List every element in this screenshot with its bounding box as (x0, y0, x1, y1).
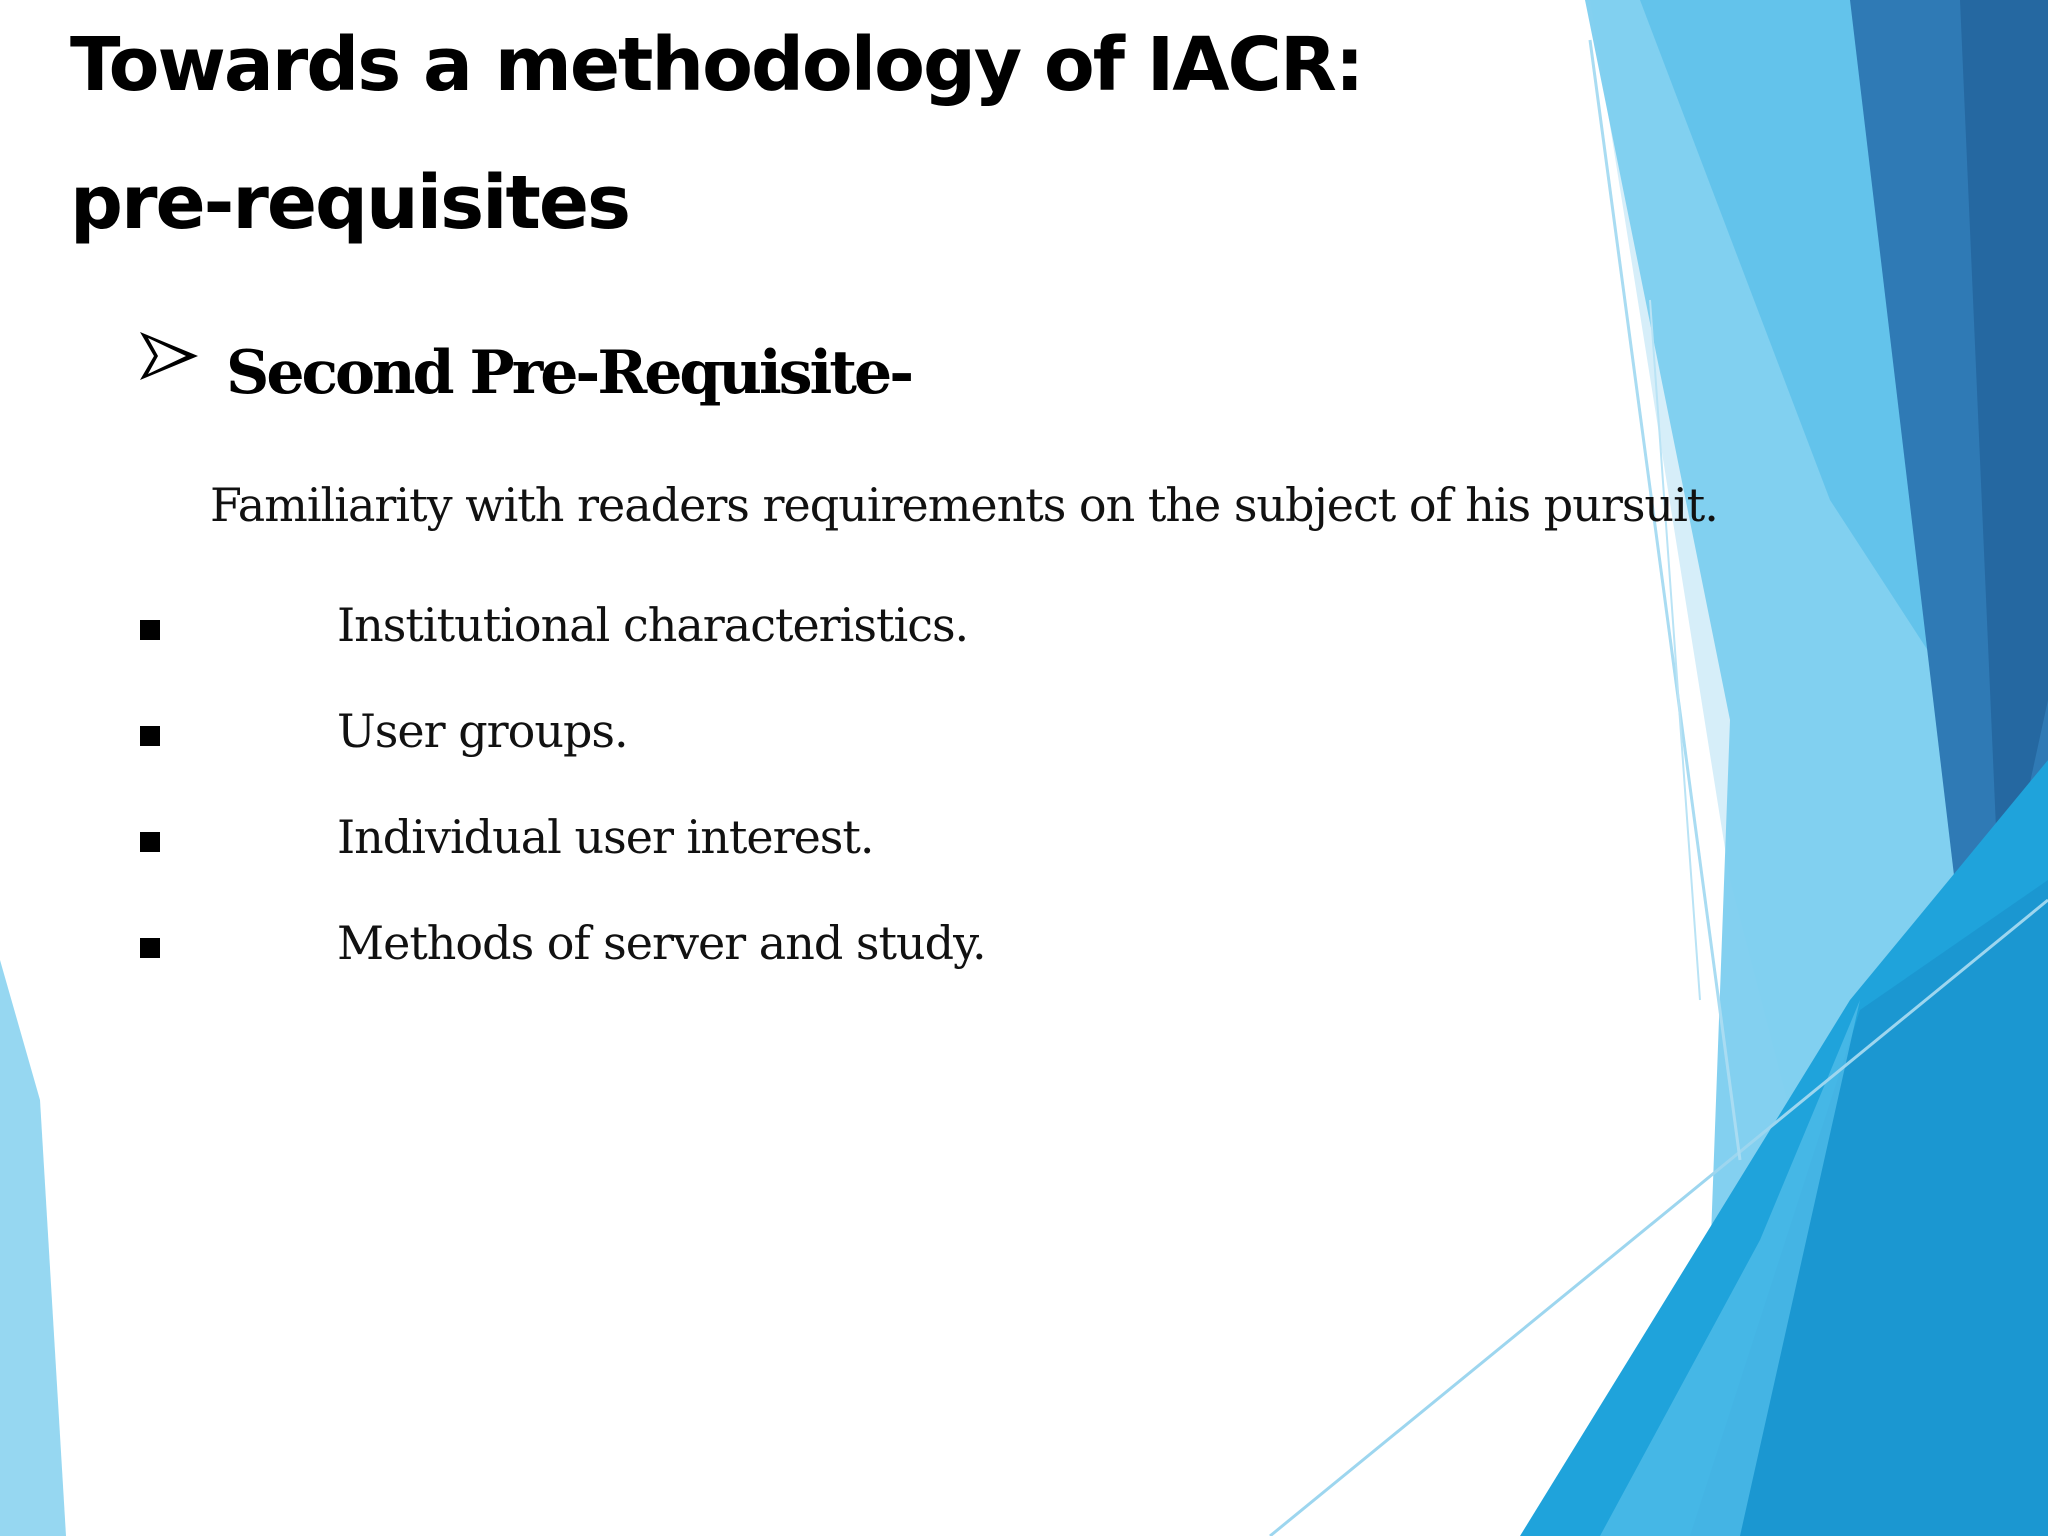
list-item (0, 598, 1500, 668)
square-bullet-icon (140, 726, 160, 746)
list-item (0, 916, 1500, 986)
left-edge-shape (0, 960, 66, 1536)
list-item-text: Methods of server and study. (337, 916, 986, 970)
square-bullet-icon (140, 620, 160, 640)
slide-title-line-1: Towards a methodology of IACR: (70, 22, 1363, 108)
list-item (0, 810, 1500, 880)
list-item-text: Individual user interest. (337, 810, 874, 864)
list-item (0, 704, 1500, 774)
section-subheading: Second Pre-Requisite- (226, 338, 912, 408)
square-bullet-icon (140, 938, 160, 958)
slide-title-line-2: pre-requisites (70, 160, 630, 246)
square-bullet-icon (140, 832, 160, 852)
list-item-text: User groups. (337, 704, 628, 758)
list-item-text: Institutional characteristics. (337, 598, 969, 652)
intro-text: Familiarity with readers requirements on the subject of his pursuit. (210, 478, 1718, 532)
arrowhead-bullet-icon (138, 330, 200, 382)
